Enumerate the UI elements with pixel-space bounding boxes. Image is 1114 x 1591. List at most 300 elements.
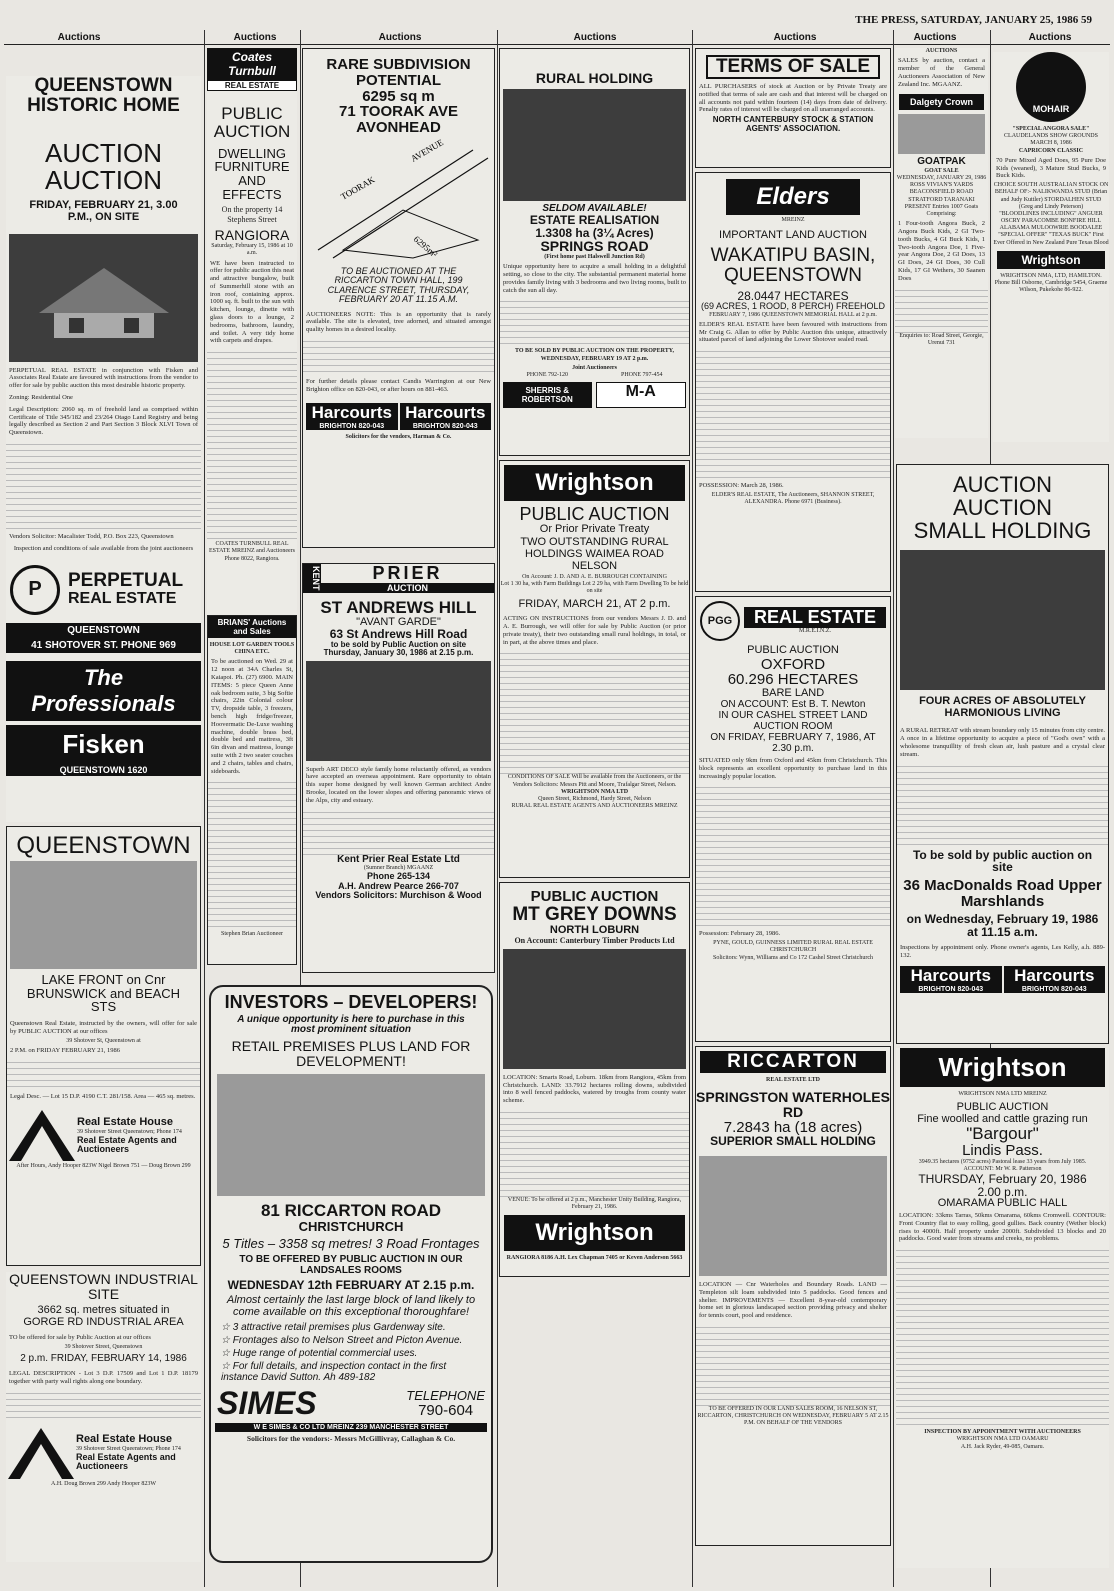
elders-sub: MREINZ bbox=[781, 217, 805, 223]
town: RANGIORA bbox=[214, 227, 290, 244]
phone-label: TELEPHONE bbox=[406, 1388, 485, 1404]
riccarton-logo: RICCARTON bbox=[700, 1051, 886, 1073]
zoning: Zoning: Residential One bbox=[9, 393, 73, 401]
detail: 5 Titles – 3358 sq metres! 3 Road Frontages bbox=[222, 1235, 480, 1251]
address: 41 SHOTOVER ST. PHONE 969 bbox=[6, 638, 201, 653]
title: PUBLIC AUCTION bbox=[519, 504, 670, 524]
body-text: Superb ART DECO style family home reluctantly offered, as vendors have accepted an overseas appointment. Rare opportunity to obtain this super home designed by well known German architect Andre Brooke, located on the lower slopes and offering panoramic views of the Alps, city and estuary. bbox=[306, 765, 491, 804]
coates-turnbull-ad bbox=[207, 48, 297, 628]
terms-of-sale-ad bbox=[695, 48, 891, 168]
agent-address: 39 Shotover Street Queenstown; Phone 174 bbox=[76, 1445, 181, 1452]
queenstown-lakefront-ad bbox=[6, 826, 201, 1266]
header-rule bbox=[4, 44, 1110, 45]
subtitle: A unique opportunity is here to purchase in this most prominent situation bbox=[237, 1013, 465, 1036]
auction: TO BE SOLD BY PUBLIC AUCTION ON THE PROPERTY, WEDNESDAY, FEBRUARY 19 AT 2 p.m. bbox=[515, 348, 674, 362]
time: 2.00 p.m. bbox=[977, 1184, 1028, 1199]
title: AUCTION bbox=[953, 472, 1052, 497]
agent-role: RURAL REAL ESTATE AGENTS AND AUCTIONEERS MREINZ bbox=[511, 803, 678, 810]
brians-logo: BRIANS' Auctions and Sales bbox=[208, 616, 296, 638]
present: PRESENT Entries 1007 Goats Comprising: bbox=[904, 203, 979, 217]
harcourts-logo: Harcourts bbox=[900, 966, 1002, 986]
date: FRIDAY, FEBRUARY 21, 3.00 P.M., ON SITE bbox=[29, 199, 178, 224]
auction-heading: AUCTION bbox=[45, 137, 162, 168]
agent: WRIGHTSON NMA LTD bbox=[560, 788, 629, 795]
heading: LAKE FRONT on Cnr BRUNSWICK and BEACH STS bbox=[26, 972, 181, 1015]
possession: Possession: February 28, 1986. bbox=[699, 930, 781, 938]
agent-role: Real Estate Agents and Auctioneers bbox=[76, 1451, 176, 1472]
special: "SPECIAL OFFER" "TEXAS BUCK" First Ever Offered in New Zealand Pure Texas Blood bbox=[993, 232, 1109, 246]
phone: PHONE 792-120 bbox=[526, 372, 568, 378]
logo-name: PERPETUAL bbox=[68, 570, 184, 592]
title: HOUSE LOT GARDEN TOOLS CHINA ETC. bbox=[209, 642, 295, 656]
pgg-logo-sub: M.R.E.I.N.Z. bbox=[799, 627, 831, 634]
harcourts-logo: Harcourts bbox=[400, 403, 492, 423]
address: RANGIORA 8186 A.H. Lex Chapman 7405 or Keven Anderson 5663 bbox=[506, 1255, 683, 1262]
address: 71 TOORAK AVE AVONHEAD bbox=[339, 103, 458, 136]
logo-sub: REAL ESTATE bbox=[68, 590, 177, 608]
bullet: ☆ For full details, and inspection contact in the first instance David Sutton. Ah 489-182 bbox=[221, 1361, 447, 1384]
possession: POSSESSION: March 28, 1986. bbox=[699, 482, 784, 490]
title: AUCTION bbox=[953, 495, 1052, 521]
pgg-logo bbox=[700, 601, 886, 641]
after-hours: A.H. Doug Brown 299 Andy Hooper 823W bbox=[51, 1480, 156, 1487]
simes-logo: SIMES bbox=[217, 1385, 317, 1422]
column-rule bbox=[692, 30, 693, 1587]
size: 60.296 HECTARES bbox=[727, 671, 859, 689]
coates-logo: Coates Turnbull bbox=[207, 48, 297, 80]
title: ST ANDREWS HILL bbox=[320, 597, 477, 617]
date: WEDNESDAY 12th FEBRUARY AT 2.15 p.m. bbox=[227, 1278, 475, 1293]
body-filler-text bbox=[500, 648, 689, 774]
riccarton-springston-ad bbox=[695, 1046, 891, 1546]
column-head: Auctions bbox=[378, 32, 422, 43]
heading: WAKATIPU BASIN, QUEENSTOWN bbox=[710, 244, 876, 286]
investors-column bbox=[209, 985, 493, 1565]
after-hours: A.H. Andrew Pearce 266-707 bbox=[338, 880, 459, 891]
coates-logo-sub: REAL ESTATE bbox=[207, 80, 297, 91]
column-3-lower bbox=[302, 563, 495, 981]
queenstown-industrial-ad bbox=[6, 1272, 201, 1562]
contact: ELDER'S REAL ESTATE, The Auctioneers, SHANNON STREET, ALEXANDRA. Phone 6971 (Business). bbox=[711, 492, 875, 506]
title: RURAL HOLDING bbox=[535, 70, 654, 86]
masthead: THE PRESS, SATURDAY, JANUARY 25, 1986 59 bbox=[855, 14, 1092, 26]
agent-name: Real Estate House bbox=[76, 1433, 172, 1446]
title: QUEENSTOWN bbox=[16, 832, 191, 859]
dalgety-logo: Dalgety Crown bbox=[899, 94, 984, 110]
mohair-logo: MOHAIR bbox=[1032, 104, 1070, 114]
column-rule bbox=[497, 30, 498, 1587]
agent-address: 39 Shotover Street Queenstown; Phone 174 bbox=[77, 1128, 182, 1135]
property-photo bbox=[503, 949, 686, 1069]
title: PUBLIC AUCTION bbox=[747, 644, 839, 656]
kent-logo: KENT bbox=[303, 564, 321, 593]
simes-logo-sub: W E SIMES & CO LTD MREINZ 239 MANCHESTER STREET bbox=[215, 1423, 487, 1432]
size: 6295 sq m bbox=[362, 87, 435, 105]
agent: WRIGHTSON NMA, LTD, HAMILTON. Phone Bill Osborne, Cambridge 5454, Graeme Wilson, Pukekohe 86-922. bbox=[994, 272, 1108, 294]
title: HISTORIC HOME bbox=[27, 94, 180, 116]
body-text: WE have been instructed to offer for public auction this neat and attractive bungalow, built of Summerhill stone with an iron roof, containing approx. 1000 sq. ft. built to the sun with kitchen, lounge, dinette with glass doors to a lounge, 2 bedrooms, bathroom, laundry, and toilet. A very tidy home with carpets and drapes. bbox=[210, 259, 294, 345]
site-map bbox=[303, 136, 488, 260]
body-text: ELDER'S REAL ESTATE have been favoured with instructions from Mr Craig G. Allan to offer by Public Auction this unique, attractively situated parcel of land adjoining the Lower Shotover sealed road. bbox=[699, 320, 887, 344]
address: 36 MacDonalds Road Upper Marshlands bbox=[903, 876, 1102, 910]
map-street-2: AVENUE bbox=[409, 136, 446, 164]
house-illustration bbox=[29, 253, 179, 343]
phone: 790-604 bbox=[418, 1401, 474, 1419]
title: TERMS OF SALE bbox=[706, 55, 880, 79]
after-hours: A.H. Jack Ryder, 49-085, Oamaru. bbox=[960, 1443, 1045, 1450]
title: INVESTORS – DEVELOPERS! bbox=[224, 992, 478, 1012]
solicitors: Solicitors for the vendors:- Messrs McGillivray, Callaghan & Co. bbox=[246, 1433, 456, 1443]
elders-ad bbox=[695, 172, 891, 592]
venue: VENUE: To be offered at 2 p.m., Manchester Unity Building, Rangiora, February 21, 1986. bbox=[507, 1197, 682, 1211]
heading: MT GREY DOWNS bbox=[512, 903, 677, 925]
wrightson-logo: Wrightson bbox=[504, 465, 685, 501]
body-filler-text bbox=[500, 1107, 689, 1197]
date: to be sold by Public Auction on site Thursday, January 30, 1986 at 2.15 p.m. bbox=[323, 639, 474, 658]
body-filler-text bbox=[696, 782, 890, 928]
column-rule bbox=[893, 30, 894, 1587]
office: QUEENSTOWN bbox=[6, 623, 201, 638]
vendor-solicitors: Vendors Solicitors: Murchison & Wood bbox=[315, 890, 482, 901]
small-holding-ad bbox=[896, 464, 1109, 1044]
body-filler-text bbox=[500, 296, 689, 346]
column-7 bbox=[993, 48, 1109, 443]
date: THURSDAY, February 20, 1986 bbox=[918, 1172, 1087, 1187]
logos bbox=[503, 382, 686, 408]
ma-logo: M-A bbox=[596, 382, 687, 408]
subtitle: Fine woolled and cattle grazing run bbox=[917, 1112, 1088, 1125]
harcourts-logos bbox=[306, 403, 491, 430]
column-head: Auctions bbox=[573, 32, 617, 43]
heading: SUPERIOR SMALL HOLDING bbox=[710, 1134, 876, 1149]
queenstown-historic-home-ad bbox=[6, 76, 201, 822]
title: PUBLIC AUCTION bbox=[213, 104, 291, 141]
goatpak-logo: GOATPAK bbox=[917, 156, 966, 168]
offer: TO be offered for sale by Public Auction at our offices bbox=[9, 1334, 151, 1342]
place: Lindis Pass. bbox=[962, 1142, 1043, 1160]
column-head: Auctions bbox=[57, 32, 101, 43]
wrightson-nelson-ad bbox=[499, 460, 690, 878]
column-1 bbox=[6, 48, 201, 1588]
size: 3662 sq. metres situated in GORGE RD INDUSTRIAL AREA bbox=[23, 1304, 184, 1328]
map-street-1: TOORAK bbox=[339, 174, 377, 202]
body-text: ALL PURCHASERS of stock at Auction or by Private Treaty are notified that terms of sale are cash and that interest will be charged on all accounts not paid within fourteen (14) days from date of delivery. Penalty rates of interest will be charged on all unarranged accounts. bbox=[699, 82, 887, 114]
bargour-ad bbox=[896, 1048, 1109, 1568]
harcourts-logo: Harcourts bbox=[306, 403, 398, 423]
body-text: Queenstown Real Estate, instructed by the owners, will offer for sale by PUBLIC AUCTION at our offices bbox=[10, 1020, 197, 1035]
professionals-logo: The Professionals bbox=[6, 661, 201, 721]
property-photo bbox=[10, 861, 197, 969]
house-triangle-logo-icon bbox=[6, 1426, 76, 1481]
inspect: Inspections by appointment only. Phone owner's agents, Les Kelly, a.h. 889-132. bbox=[900, 944, 1105, 960]
conditions: CONDITIONS OF SALE Will be available from the Auctioneers, or the Vendors Solicitors: Messrs Pitt and Moore, Trafalgar Street, Nelson. bbox=[507, 774, 682, 788]
date: WEDNESDAY, JANUARY 29, 1986 bbox=[896, 175, 987, 182]
body-filler-text bbox=[696, 1322, 890, 1406]
bullet: ☆ Frontages also to Nelson Street and Picton Avenue. bbox=[221, 1335, 463, 1347]
body-filler-text bbox=[6, 439, 201, 531]
perpetual-logo bbox=[10, 565, 197, 615]
body-text: PERPETUAL REAL ESTATE in conjunction with Fisken and Associates Real Estate are favoured with instructions from the vendor to offer for sale by public auction this most desirable historic property. bbox=[9, 366, 198, 390]
sale: GOAT SALE bbox=[924, 167, 959, 174]
wrightson-logo-sub: WRIGHTSON NMA LTD MREINZ bbox=[958, 1091, 1047, 1097]
contact: Stephen Brian Auctioneer bbox=[221, 931, 283, 938]
caption: FOUR ACRES OF ABSOLUTELY HARMONIOUS LIVING bbox=[919, 695, 1086, 719]
office: BRIGHTON 820-043 bbox=[1004, 986, 1106, 993]
association: NORTH CANTERBURY STOCK & STATION AGENTS' ASSOCIATION. bbox=[712, 115, 874, 133]
column-4 bbox=[499, 48, 690, 1262]
subtitle: BARE LAND bbox=[761, 687, 825, 700]
mt-grey-downs-ad bbox=[499, 882, 690, 1277]
house-photo bbox=[9, 234, 198, 362]
date: on Wednesday, February 19, 1986 at 11.15 a.m. bbox=[906, 912, 1099, 939]
fisken-sub: QUEENSTOWN 1620 bbox=[6, 764, 201, 776]
vendor-solicitor: Vendors Solicitor: Macalister Todd, P.O. Box 223, Queenstown bbox=[9, 532, 174, 540]
classic: CAPRICORN CLASSIC bbox=[1018, 147, 1084, 154]
agent: PYNE, GOULD, GUINNESS LIMITED RURAL REAL ESTATE CHRISTCHURCH bbox=[713, 940, 873, 954]
column-2 bbox=[207, 48, 297, 608]
phone: PHONE 797-454 bbox=[621, 372, 663, 378]
agent-block bbox=[7, 1108, 200, 1163]
mohair-logo-icon bbox=[1016, 52, 1086, 122]
date: ON FRIDAY, FEBRUARY 7, 1986, AT 2.30 p.m. bbox=[710, 732, 876, 754]
address: 63 St Andrews Hill Road bbox=[329, 627, 468, 642]
prier-logo bbox=[303, 564, 494, 593]
column-head: Auctions bbox=[1028, 32, 1072, 43]
legal: Legal Desc. — Lot 15 D.P. 4190 C.T. 281/158. Area — 465 sq. metres. bbox=[10, 1092, 196, 1100]
offer: TO BE OFFERED BY PUBLIC AUCTION IN OUR LANDSALES ROOMS bbox=[239, 1254, 463, 1276]
phone: Phone 265-134 bbox=[366, 871, 431, 882]
pgg-oxford-ad bbox=[695, 596, 891, 1042]
pgg-mark-icon: PGG bbox=[700, 601, 740, 641]
auction: TO BE OFFERED IN OUR LAND SALES ROOM, 16 NELSON ST, RICCARTON, CHRISTCHURCH ON WEDNESDAY, FEBRUARY 5 AT 2.15 P.M. ON BEHALF OF THE VENDORS bbox=[697, 1405, 889, 1427]
property-photo bbox=[503, 89, 686, 201]
bloodlines: "BLOODLINES INCLUDING" ANGUER OSCRY PARACOMBE BONFIRE HILL ALABAMA MULOOWRIE BOODALEE bbox=[999, 210, 1103, 232]
column-6-7-lower bbox=[896, 464, 1109, 1564]
phones bbox=[500, 372, 689, 379]
name: "Bargour" bbox=[966, 1124, 1039, 1144]
column-6 bbox=[895, 48, 988, 443]
property-photo bbox=[306, 661, 491, 761]
head: AUCTIONS bbox=[925, 48, 958, 54]
body-filler-text bbox=[897, 761, 1108, 845]
solicitors: Solicitors for the vendors, Harman & Co. bbox=[345, 434, 452, 441]
date: 2 p.m. FRIDAY, FEBRUARY 14, 1986 bbox=[20, 1353, 187, 1365]
legal: LEGAL DESCRIPTION - Lot 3 D.P. 17509 and Lot 1 D.P. 18179 together with party wall rights along one boundary. bbox=[9, 1369, 198, 1385]
mohair-ad bbox=[993, 52, 1109, 442]
heading: OXFORD bbox=[760, 655, 826, 673]
choice: CHOICE SOUTH AUSTRALIAN STOCK ON BEHALF OF:- NALIKWANDA STUD (Brian and Judy Kuttler) STORDALHEN STUD (Greg and Lindy Peterson) bbox=[993, 182, 1109, 210]
harcourts-logos bbox=[900, 966, 1105, 993]
premises-photo bbox=[217, 1074, 485, 1196]
body-text: LOCATION: 33kms Tarras, 50kms Omarama, 60kms Cromwell. CONTOUR: Front Country flat to easy rolling, good gullies. Back country (Wether block) rises to 4000ft. Half property under 2000ft. Subdivided 13 blocks and 20 paddocks. Good water from streams and creeks, no problems. bbox=[899, 1211, 1106, 1243]
address: 39 Shotover Street, Queenstown bbox=[64, 1344, 143, 1351]
body-filler-text bbox=[895, 285, 988, 333]
office: BRIGHTON 820-043 bbox=[900, 986, 1002, 993]
harcourts-logo: Harcourts bbox=[1004, 966, 1106, 986]
subtitle: DWELLING FURNITURE AND EFFECTS bbox=[214, 145, 290, 202]
heading: ESTATE REALISATION bbox=[529, 213, 660, 228]
body-filler-text bbox=[7, 1057, 200, 1091]
agent: WRIGHTSON NMA LTD OAMARU bbox=[956, 1436, 1049, 1443]
bullet: ☆ Huge range of potential commercial uses. bbox=[221, 1348, 418, 1360]
body-text: SITUATED only 9km from Oxford and 45km from Christchurch. This block represents an excellent opportunity to purchase land in this increasingly popular location. bbox=[699, 757, 887, 780]
body-text: LOCATION: Smarts Road, Loburn. 18km from Rangiora, 45km from Christchurch. LAND: 33.7912 hectares rolling downs, subdivided into 8 well fenced paddocks, watered by troughs from county water scheme. bbox=[503, 1073, 686, 1105]
subtitle: Or Prior Private Treaty bbox=[539, 522, 650, 535]
fisken-logo: Fisken bbox=[6, 725, 201, 764]
property-photo bbox=[900, 550, 1105, 690]
body-filler-text bbox=[208, 777, 296, 931]
wrightson-logo: Wrightson bbox=[997, 251, 1105, 269]
star-icon: ☆ bbox=[221, 1335, 233, 1347]
date: Saturday, February 15, 1986 at 10 a.m. bbox=[211, 243, 293, 257]
title: PUBLIC AUCTION bbox=[530, 888, 659, 905]
date: MARCH 8, 1986 bbox=[1030, 140, 1072, 147]
agent-name: Real Estate House bbox=[77, 1116, 173, 1129]
city: CHRISTCHURCH bbox=[298, 1219, 404, 1235]
house-triangle-logo-icon bbox=[7, 1108, 77, 1163]
wrightson-logo: Wrightson bbox=[504, 1215, 685, 1251]
date: 2 P.M. on FRIDAY FEBRUARY 21, 1986 bbox=[10, 1046, 120, 1054]
body-text: A RURAL RETREAT with stream boundary only 15 minutes from city centre. A once in a lifetime opportunity to acquire a piece of "God's own" with a wholesome tranquillity of fresh clean air, lush pasture and a crystal clear stream. bbox=[900, 727, 1105, 758]
prier-logo-text: PRIER bbox=[372, 563, 443, 583]
heading: TWO OUTSTANDING RURAL HOLDINGS WAIMEA ROAD NELSON bbox=[520, 536, 669, 572]
body-text: LOCATION — Cnr Waterholes and Boundary Roads. LAND — Templeton silt loam subdivided into 5 paddocks. Good fences and shelter. IMPROVEMENTS — Excellent 8-year-old contemporary home set in glorious landscaped section providing privacy and shelter for tennis court, pool and residence. bbox=[699, 1280, 887, 1320]
column-3 bbox=[302, 48, 495, 558]
column-rule bbox=[204, 30, 205, 1587]
road: SPRINGS ROAD bbox=[540, 238, 649, 255]
acres: (69 ACRES, 1 ROOD, 8 PERCH) FREEHOLD bbox=[700, 301, 886, 312]
heading: SMALL HOLDING bbox=[913, 518, 1092, 544]
venue: ROSS VIVIAN'S YARDS BEACONSFIELD ROAD STRATFORD TARANAKI bbox=[908, 182, 975, 203]
auction-heading: AUCTION bbox=[45, 165, 162, 196]
after-hours: After Hours, Andy Hooper 823W Nigel Brown 751 — Doug Brown 299 bbox=[16, 1163, 191, 1170]
note: AUCTIONEERS NOTE: This is an opportunity that is rarely available. The site is elevated, tree adorned, and situated amongst quality homes in a desired locality. bbox=[306, 310, 491, 334]
agent-block bbox=[6, 1426, 201, 1481]
body-text: Unique opportunity here to acquire a small holding in a delightful setting, so close to the city. The substantial permanent material home provides family living with 3 bedrooms and two living rooms, built to catch the sun all day. bbox=[503, 263, 686, 294]
column-head: Auctions bbox=[913, 32, 957, 43]
body-filler-text bbox=[6, 1388, 201, 1422]
location: On the property 14 Stephens Street bbox=[221, 205, 283, 224]
size: 7.2843 ha (18 acres) bbox=[723, 1118, 863, 1136]
column-5 bbox=[695, 48, 891, 1588]
legal-description: Legal Description: 2060 sq. m of freehold land as comprised within Certificate of Title 345/182 and 23/264 Otago Land Registry and being legally described as Section 2 and Part Section 3 Block XLVI Town of Queenstown. bbox=[9, 405, 198, 437]
bullet: ☆ 3 attractive retail premises plus Gardenway site. bbox=[221, 1322, 446, 1334]
office: BRIGHTON 820-043 bbox=[400, 423, 492, 430]
account: On Account: Canterbury Timber Products Ltd bbox=[514, 936, 675, 946]
prier-ad bbox=[302, 563, 495, 973]
star-icon: ☆ bbox=[221, 1322, 233, 1334]
joint-auctioneers: Joint Auctioneers bbox=[572, 364, 617, 371]
wrightson-logo: Wrightson bbox=[900, 1048, 1105, 1087]
title: QUEENSTOWN INDUSTRIAL SITE bbox=[9, 1271, 198, 1302]
enquiries: Enquiries to: Road Street, Georgie, Urenui 731 bbox=[899, 332, 984, 346]
contact: For further details please contact Candis Warrington at our New Brighton office on 820-043, or after hours on 881-463. bbox=[306, 377, 491, 393]
tag: SELDOM AVAILABLE! bbox=[542, 202, 647, 214]
riccarton-logo-sub: REAL ESTATE LTD bbox=[766, 1077, 820, 1083]
account: ON ACCOUNT: Est B. T. Newton bbox=[720, 698, 866, 710]
body-text: To be auctioned on Wed. 29 at 12 noon at 34A Charles St, Kaiapoi. Ph. (27) 6900. MAIN ITEMS: 5 piece Queen Anne oak bedroom suite, 3 big Softie chairs, 22in Colonial colour TV, dropside table, 3 freezers, bench high fridge/freezer, Hoovermatic De-Luxe washing machine, double brass bed, double bed and mattress, 3ft 6in divan and mattress, lounge suite with 2 two seater couches and 2 chairs, tables and chairs, sideboards. bbox=[211, 658, 293, 775]
date: FRIDAY, MARCH 21, AT 2 p.m. bbox=[518, 597, 671, 610]
pgg-logo-text: REAL ESTATE bbox=[744, 607, 886, 628]
address: 39 Shotover St, Queenstown at bbox=[66, 1037, 141, 1044]
body-filler-text bbox=[303, 336, 494, 376]
address: 81 RICCARTON ROAD bbox=[260, 1201, 442, 1221]
lots: Lot 1 30 ha, with Farm Buildings Lot 2 29 ha, with Farm Dwelling To be held on site bbox=[500, 581, 689, 595]
list: 70 Pure Mixed Aged Does, 95 Pure Doe Kids (weaned), 3 Mature Stud Bucks, 9 Buck Kids. bbox=[996, 156, 1106, 180]
agent-sub: (Sumner Branch) MGAANZ bbox=[363, 865, 434, 872]
inspect: INSPECTION BY APPOINTMENT WITH AUCTIONEERS bbox=[924, 1429, 1081, 1436]
title: PUBLIC AUCTION bbox=[956, 1101, 1049, 1114]
body-filler-text bbox=[896, 1245, 1109, 1429]
column-head: Auctions bbox=[773, 32, 817, 43]
body-filler-text bbox=[696, 346, 890, 480]
office: BRIGHTON 820-043 bbox=[306, 423, 398, 430]
intro: SALES by auction, contact a member of the General Auctioneers Association of New Zealand Inc. MGAANZ. bbox=[898, 57, 985, 88]
sold: To be sold by public auction on site bbox=[912, 847, 1093, 875]
agent: Kent Prier Real Estate Ltd bbox=[337, 853, 460, 865]
note: Almost certainly the last large block of land likely to come available on this exceptional thoroughfare! bbox=[226, 1293, 476, 1318]
contact: COATES TURNBULL REAL ESTATE MREINZ and Auctioneers Phone 8022, Rangiora. bbox=[208, 541, 295, 562]
size: 28.0447 HECTARES bbox=[737, 288, 849, 303]
subtitle: "AVANT GARDE" bbox=[356, 615, 441, 628]
star-icon: ☆ bbox=[221, 1361, 233, 1373]
perpetual-mark-icon: P bbox=[10, 565, 60, 615]
star-icon: ☆ bbox=[221, 1348, 233, 1360]
title: QUEENSTOWN bbox=[34, 75, 173, 96]
venue: CLAUDELANDS SHOW GROUNDS bbox=[1004, 133, 1098, 140]
title: "SPECIAL ANGORA SALE" bbox=[1012, 126, 1090, 132]
column-head: Auctions bbox=[233, 32, 277, 43]
solicitors: Solicitors: Wynn, Williams and Co 172 Cashel Street Christchurch bbox=[713, 954, 873, 961]
elders-logo: Elders bbox=[726, 179, 860, 215]
goatpak-ad bbox=[895, 48, 988, 438]
inspection: Inspection and conditions of sale available from the joint auctioneers bbox=[13, 544, 194, 552]
title: RARE SUBDIVISION POTENTIAL bbox=[326, 56, 471, 89]
list: 1 Four-tooth Angora Buck, 2 Angora Buck Kids, 2 GI Two-tooth Bucks, 4 GI Buck Kids, 1 Two-tooth Angora Doe, 1 Five-year Angora Doe, 2 GI Does, 13 GI Does, 24 GI Does, 30 Cull Kids, 17 GI Wethers, 30 Saanen Does bbox=[898, 220, 985, 282]
place: IN OUR CASHEL STREET LAND AUCTION ROOM bbox=[718, 710, 868, 732]
venue: OMARAMA PUBLIC HALL bbox=[937, 1197, 1068, 1210]
title: SPRINGSTON WATERHOLES RD bbox=[696, 1089, 890, 1120]
brians-ad bbox=[207, 615, 297, 965]
agent-address: Queen Street, Richmond, Hardy Street, Nelson bbox=[538, 795, 651, 802]
auction-details: TO BE AUCTIONED AT THE RICCARTON TOWN HALL, 199 CLARENCE STREET, THURSDAY, FEBRUARY 20 AT 11.15 A.M. bbox=[327, 265, 470, 305]
rural-holding-ad bbox=[499, 48, 690, 456]
goat-illustration bbox=[898, 114, 985, 154]
location: (First home past Halswell Junction Rd) bbox=[544, 254, 645, 261]
size: 1.3308 ha (3¼ Acres) bbox=[535, 225, 654, 240]
body-filler-text bbox=[303, 807, 494, 855]
bullet-list bbox=[211, 1322, 491, 1383]
heading: RETAIL PREMISES PLUS LAND FOR DEVELOPMENT! bbox=[231, 1037, 471, 1069]
subtitle: NORTH LOBURN bbox=[549, 923, 640, 936]
body-text: ACTING ON INSTRUCTIONS from our vendors Messrs J. D. and A. E. Burrough, we will offer for sale by Public Auction (or prior private treaty), their two outstanding small rural holdings, in total, or in part, at the above times and place. bbox=[503, 615, 686, 646]
account: ACCOUNT: Mr W. R. Patterson bbox=[963, 1166, 1042, 1173]
title: IMPORTANT LAND AUCTION bbox=[719, 229, 867, 242]
simes-logo-row bbox=[217, 1387, 485, 1421]
area: 3949.35 hectares (9752 acres) Pastoral lease 33 years from July 1985. bbox=[918, 1158, 1087, 1165]
date: FEBRUARY 7, 1986 QUEENSTOWN MEMORIAL HALL at 2 p.m. bbox=[709, 311, 877, 318]
body-filler-text bbox=[207, 347, 297, 541]
account: On Account: J. D. AND A. E. BURROUGH CONTAINING bbox=[522, 574, 667, 581]
agent-role: Real Estate Agents and Auctioneers bbox=[77, 1134, 177, 1155]
rare-subdivision-ad bbox=[302, 48, 495, 548]
column-2-lower bbox=[207, 615, 297, 975]
sherris-logo: SHERRIS & ROBERTSON bbox=[503, 382, 592, 408]
map-area: 6295m² bbox=[411, 233, 440, 260]
property-photo bbox=[699, 1156, 887, 1276]
prier-logo-sub: AUCTION bbox=[321, 583, 494, 593]
investors-developers-ad bbox=[209, 985, 493, 1563]
